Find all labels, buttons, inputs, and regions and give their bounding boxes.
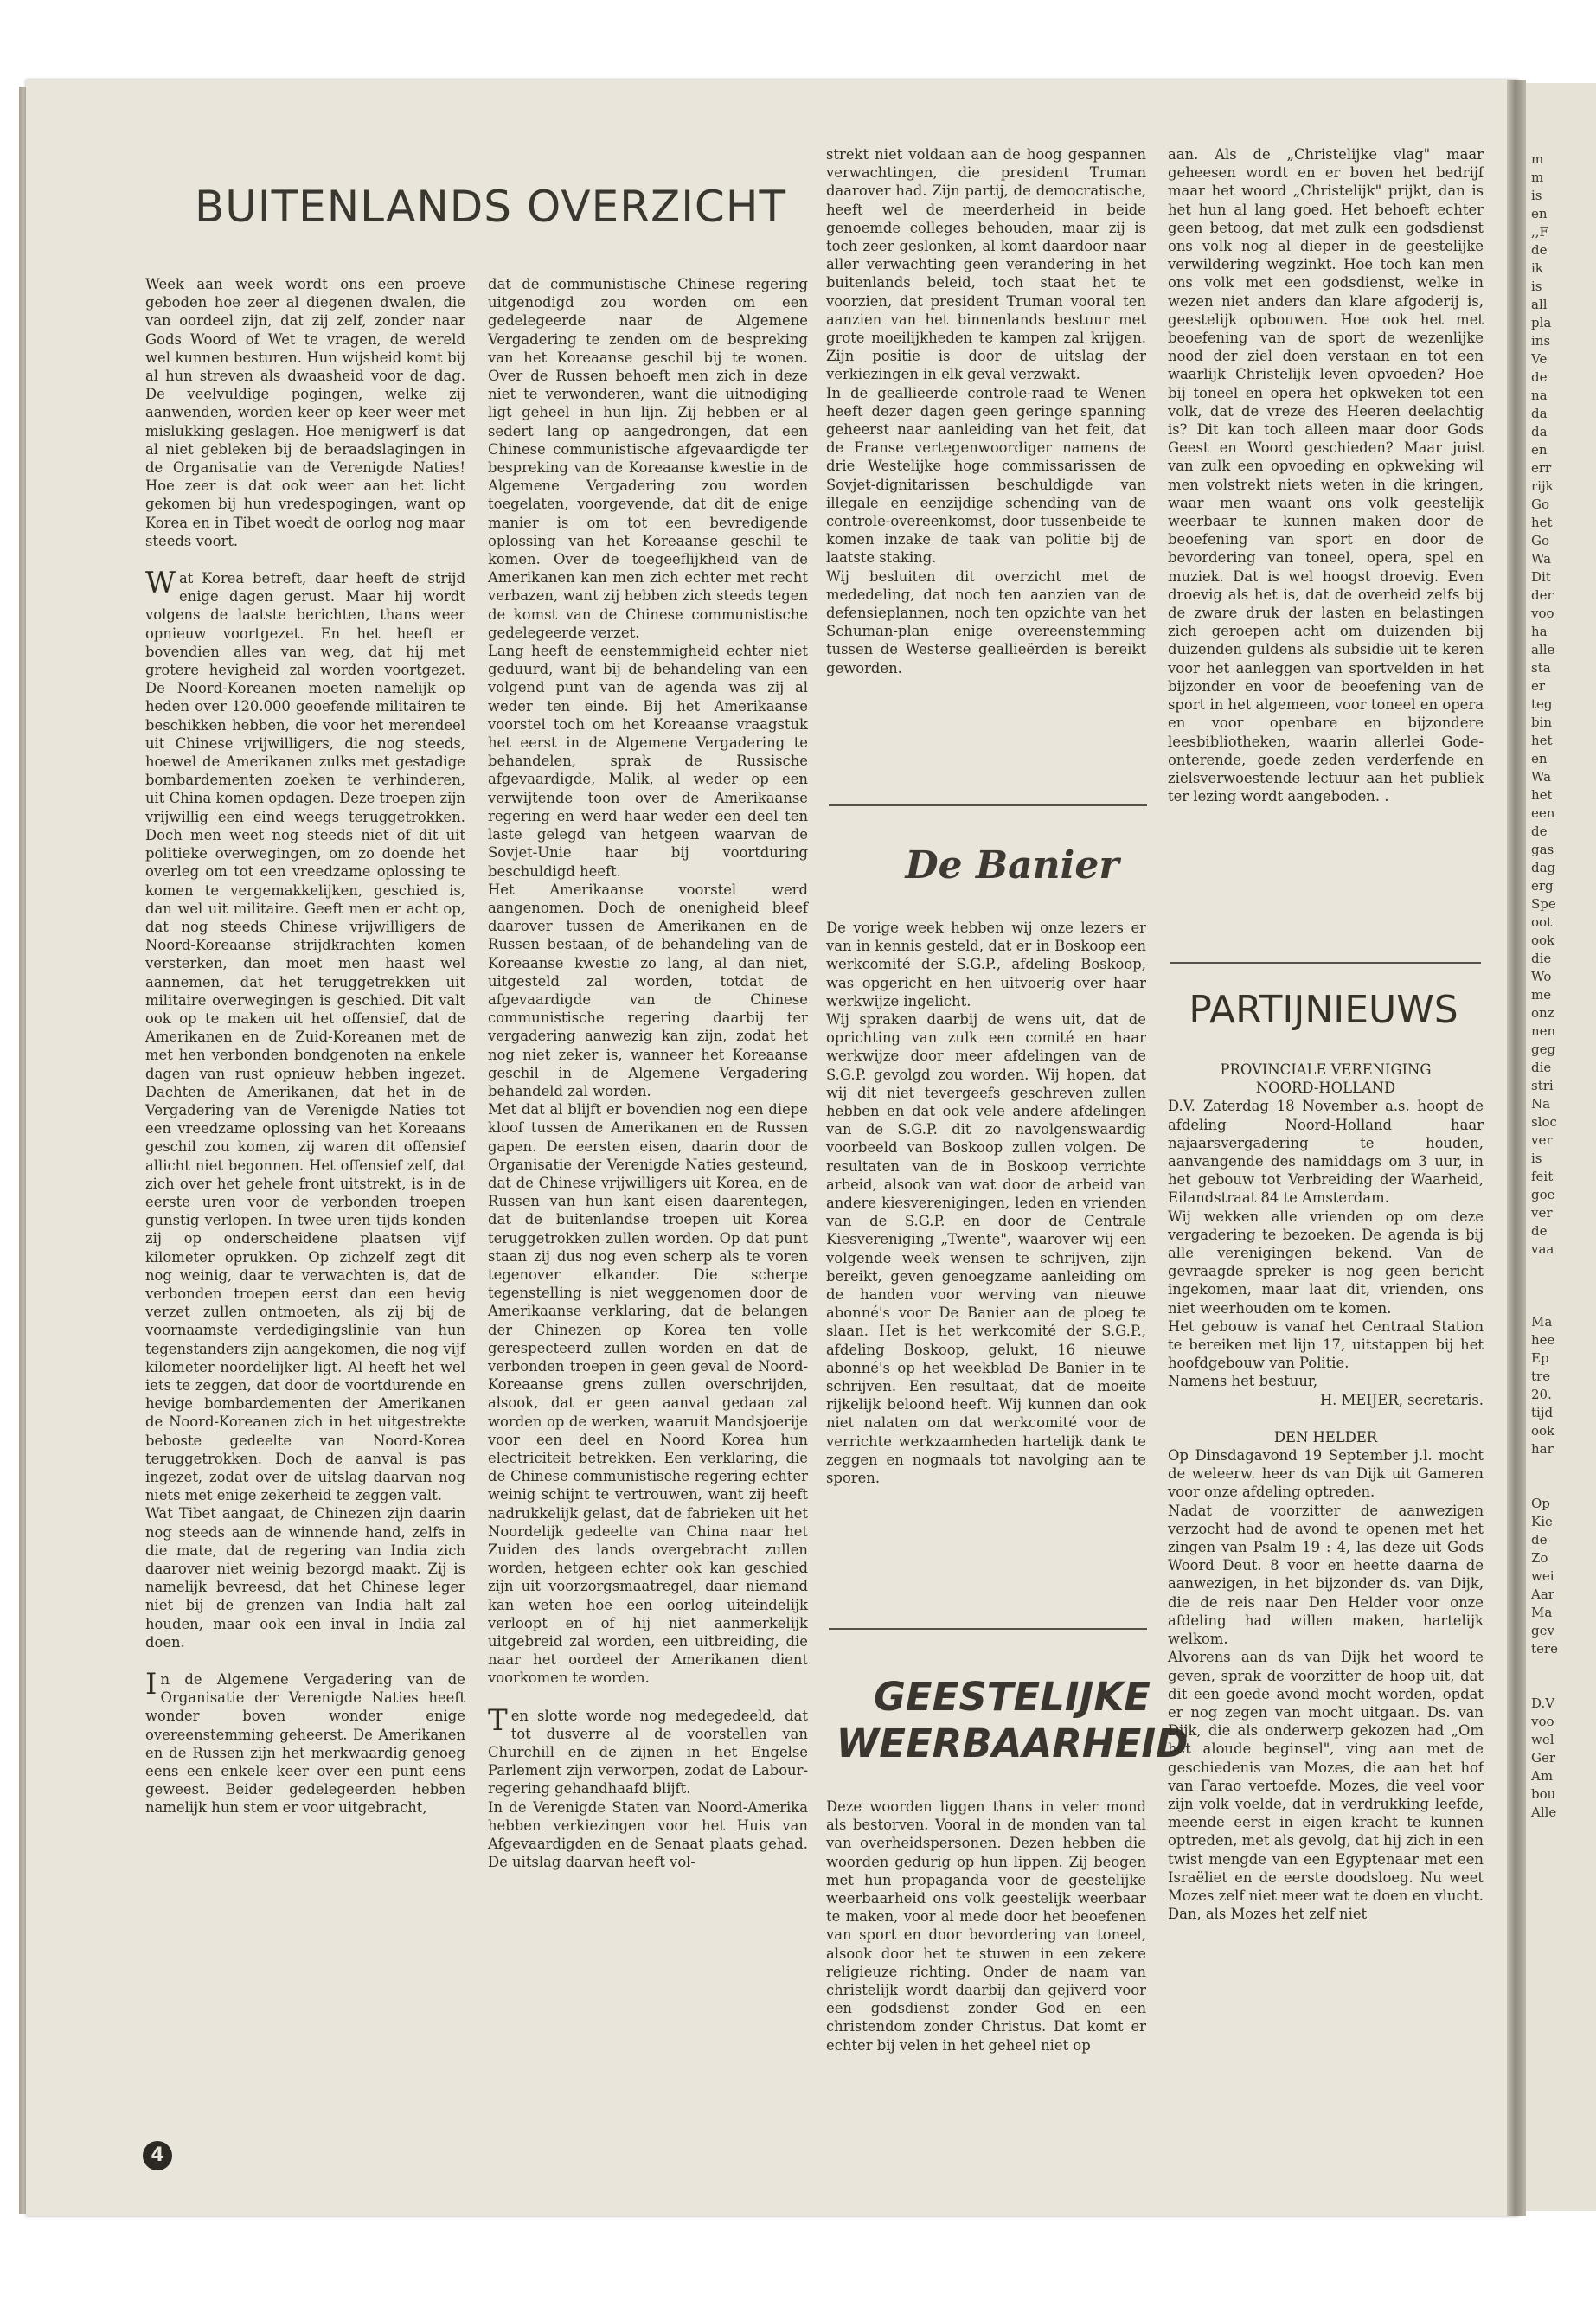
next-page-fragment: Zo — [1531, 1550, 1548, 1566]
article-paragraph: Wat Korea betreft, daar heeft de strijd enige dagen gerust. Maar hij wordt volgens de laatste berichten, thans weer opnieuw voortgezet. En het heeft er bovendien alles van weg, dat hij met grotere hevigheid zal worden voortgezet. De Noord-Koreanen moeten namelijk op heden over 120.000 geoefende militairen te beschikken hebben, die voor het merendeel uit Chinese vrijwilligers, die nog steeds, hoewel de Amerikanen zulks met gestadige bombardementen zoeken te verhinderen, uit China komen opdagen. Deze troepen zijn vrijwillig een eind weegs teruggetrokken. Doch men weet nog steeds niet of dit uit politieke overwegingen, om zo doende het overleg om tot een vreedzame oplossing te komen te vergemakkelijken, geschied is, dan wel uit militaire. Geeft men er acht op, dat nog steeds Chinese vrijwilligers de Noord-Koreaanse strijdkrachten komen versterken, dan moet men haast wel aannemen, dat het teruggetrekken uit militaire overwegingen is geschied. Dit valt ook op te maken uit het offensief, dat de Amerikanen en de Zuid-Koreanen met de met hen verbonden bondgenoten na enkele dagen van rust opnieuw hebben ingezet. Dachten de Amerikanen, dat het in de Vergadering van de Verenigde Naties tot een vreedzame oplossing van het Koreaans geschil zou komen, zij waren dit offensief allicht niet begonnen. Het offensief zelf, dat zich over het gehele front uitstrekt, is in de eerste uren voor de verbonden troepen gunstig verlopen. In twee uren tijds konden zij op onderscheidene plaatsen vijf kilometer oprukken. Op zichzelf zegt dit nog weinig, daar te verwachten is, dat de verbonden troepen eerst dan een hevig verzet zullen ontmoeten, als zij bij de voornaamste verdedigingslinie van hun tegenstanders zijn aangekomen, die nog vijf kilometer noordelijker ligt. Al heeft het wel iets te zeggen, dat door de voortdurende en hevige bombardementen der Amerikanen de Noord-Koreanen zich in het uitgestrekte beboste gedeelte van Noord-Korea teruggetrokken. Doch de aanval is pas ingezet, zodat over de uitslag daarvan nog niets met enige zekerheid te zeggen valt. — [145, 566, 465, 1504]
next-page-fragment — [1531, 1295, 1596, 1313]
column-1 — [145, 275, 465, 1817]
section-divider — [1170, 962, 1481, 964]
column-4-partijnieuws — [1168, 1061, 1484, 1923]
next-page-fragment: Wa — [1531, 769, 1552, 785]
next-page-fragment: de — [1531, 1532, 1548, 1548]
next-page-fragment: Dit — [1531, 569, 1551, 585]
next-page-fragment: een — [1531, 805, 1555, 821]
next-page-fragment: ik — [1531, 260, 1543, 276]
next-page-fragment — [1531, 1277, 1596, 1295]
section-divider — [829, 804, 1147, 806]
next-page-fragment: Spe — [1531, 896, 1556, 912]
next-page-fragment: wel — [1531, 1732, 1554, 1747]
next-page-fragment: Am — [1531, 1768, 1554, 1784]
next-page-fragment: voo — [1531, 606, 1554, 621]
article-paragraph: aan. Als de „Christelijke vlag" maar geheesen wordt en er boven het bedrijf maar het woord „Christelijk" prijkt, dan is het hun al lang goed. Het behoeft echter geen betoog, dat met zulk een godsdienst ons volk nog al dieper in de geestelijke verwildering wegzinkt. Hoe toch kan men ons volk met een godsdienst, welke in wezen niet anders dan klare afgoderij is, geestelijk opbouwen. Hoe ook het met beoefening van de sport de wezenlijke nood der ziel doen verstaan en tot een waarlijk Christelijk leven opvoeden? Hoe bij toneel en opera het opkweken tot een volk, dat de vreze des Heeren deelachtig is? Dit kan toch alleen maar door Gods Geest en Woord geschieden? Maar juist van zulk een opvoeding en opkweking wil men volstrekt niets weten in die kringen, waar men waant ons volk geestelijk weerbaar te kunnen maken door de beoefening van sport en door de bevordering van toneel, opera, spel en muziek. Dat is wel hoogst droevig. Even droevig als het is, dat de overheid zelfs bij de zware druk der lasten en belastingen zich geroepen acht om duizenden bij duizenden guldens als subsidie uit te keren voor het aanleggen van sportvelden in het bijzonder en voor de beoefening van de sport in het algemeen, voor toneel en opera en voor openbare en bijzondere leesbibliotheken, waarin allerlei Gode-onterende, goede zeden verderfende en zielsverwoestende lectuur aan het publiek ter lezing wordt aangeboden. . — [1168, 146, 1484, 805]
next-page-fragment: ook — [1531, 1423, 1555, 1439]
next-page-fragment — [1531, 1458, 1596, 1477]
next-page-fragment: teg — [1531, 696, 1553, 712]
article-paragraph: In de geallieerde controle-raad te Wenen heeft dezer dagen geen geringe spanning geheerst naar aanleiding van het feit, dat de Franse vertegenwoordiger namens de drie Westelijke hoge commissarissen de Sovjet-dignitarissen beschuldigde van illegale en eenzijdige schending van de controle-overeenkomst, door tussenbeide te komen inzake de taak van politie bij de laatste staking. — [826, 384, 1146, 567]
next-page-fragment: Alle — [1531, 1804, 1557, 1820]
article-paragraph: In de Algemene Vergadering van de Organisatie der Verenigde Naties heeft wonder boven wonder enige overeenstemming geheerst. De Amerikanen en de Russen zijn het merkwaardig genoeg eens een enkele keer over een punt eens geweest. Beider gedelegeerden hebben namelijk hun stem er voor uitgebracht, — [145, 1667, 465, 1817]
next-page-fragment: feit — [1531, 1169, 1554, 1184]
next-page-fragment: voo — [1531, 1714, 1554, 1729]
next-page-fragment: gas — [1531, 842, 1554, 857]
headline-buitenlands-overzicht: BUITENLANDS OVERZICHT — [195, 182, 786, 232]
next-page-fragment: Na — [1531, 1096, 1551, 1112]
next-page-fragment: het — [1531, 515, 1553, 530]
next-page-fragment: Ma — [1531, 1605, 1553, 1620]
next-page-fragment: Kie — [1531, 1514, 1553, 1529]
next-page-fragment: pla — [1531, 315, 1552, 330]
article-paragraph: De vorige week hebben wij onze lezers er van in kennis gesteld, dat er in Boskoop een werkcomité der S.G.P., afdeling Boskoop, was opgericht en hen uitvoerig over haar werkwijze ingelicht. — [826, 920, 1146, 1009]
next-page-fragment: wei — [1531, 1568, 1554, 1584]
next-page-fragment: Ep — [1531, 1350, 1549, 1366]
next-page-fragment: Wo — [1531, 969, 1552, 984]
next-page-fragment: Op — [1531, 1496, 1550, 1511]
column-3-top — [826, 145, 1146, 677]
article-paragraph: In de Verenigde Staten van Noord-Amerika hebben verkiezingen voor het Huis van Afgevaardigden en de Senaat plaats gehad. De uitslag daarvan heeft vol- — [488, 1798, 808, 1871]
next-page-fragment: stri — [1531, 1078, 1554, 1093]
article-paragraph: Wat Tibet aangaat, de Chinezen zijn daarin nog steeds aan de winnende hand, zelfs in die mate, dat de regering van India zich daarover niet weinig bezorgd maakt. Zij is namelijk bevreesd, dat het Chinese leger niet bij de grenzen van India halt zal houden, maar ook een inval in India zal doen. — [145, 1505, 465, 1650]
article-paragraph: Wij spraken daarbij de wens uit, dat de oprichting van zulk een comité en haar werkwijze door meer afdelingen van de S.G.P. gevolgd zou worden. Wij hopen, dat wij dit niet tevergeefs geschreven zullen hebben en dat ook vele andere afdelingen van de S.G.P. dit zo navolgenswaardig voorbeeld van Boskoop zullen volgen. De resultaten van de in Boskoop verrichte arbeid, alsook van wat door de arbeid van andere kiesverenigingen, leden en vrienden van de S.G.P. en door de Centrale Kiesvereniging „Twente", waarover wij een volgende week wensen te schrijven, zijn bereikt, geven genoegzame aanleiding om de handen voor werving van nieuwe abonné's voor De Banier aan de ploeg te slaan. Het is het werkcomité der S.G.P., afdeling Boskoop, gelukt, 16 nieuwe abonné's op het weekblad De Banier in te schrijven. Een resultaat, dat de moeite rijkelijk beloond heeft. Wij kunnen dan ook niet nalaten om dat werkcomité voor de verrichte werkzaamheden hartelijk dank te zeggen en nogmaals tot navolging aan te sporen. — [826, 1011, 1146, 1487]
next-page-fragment — [1531, 1658, 1596, 1676]
next-page-fragment: goe — [1531, 1187, 1555, 1202]
column-3-geestelijke — [826, 1798, 1146, 2054]
subheading-line: PROVINCIALE VERENIGING — [1220, 1061, 1432, 1078]
next-page-fragment: ook — [1531, 933, 1555, 948]
next-page-fragment: m — [1531, 170, 1544, 185]
next-page-fragment: is — [1531, 279, 1542, 294]
next-page-fragment: bin — [1531, 715, 1553, 730]
next-page-fragment: tre — [1531, 1368, 1551, 1384]
next-page-fragment: dag — [1531, 860, 1556, 875]
next-page-fragment: sta — [1531, 660, 1551, 676]
article-paragraph: dat de communistische Chinese regering uitgenodigd zou worden om een gedelegeerde naar de Algemene Vergadering te zenden om de bespreking van het Koreaanse geschil bij te wonen. Over de Russen behoeft men zich in deze niet te verwonderen, want die uitnodiging ligt geheel in hun lijn. Zij hebben er al sedert lang op aangedrongen, dat een Chinese communistische afgevaardigde ter bespreking van de Koreaanse kwestie in de Algemene Vergadering zou worden toegelaten, voorgevende, dat dit de enige manier is om tot een bevredigende oplossing van het Koreaanse geschil te komen. Over de toegeeflijkheid van de Amerikanen kan men zich echter met recht verbazen, want zij hebben zich steeds tegen de komst van de Chinese communistische gedelegeerde verzet. — [488, 276, 808, 641]
next-page-fragment: de — [1531, 824, 1548, 839]
next-page-fragment: en — [1531, 206, 1548, 221]
page-number: 4 — [143, 2141, 172, 2170]
subheading: DEN HELDER — [1273, 1428, 1378, 1445]
next-page-fragment: m — [1531, 151, 1544, 167]
next-page-fragment: het — [1531, 733, 1553, 748]
subheading-line: NOORD-HOLLAND — [1255, 1080, 1396, 1097]
next-page-fragment: der — [1531, 587, 1554, 603]
headline-line: WEERBAARHEID — [836, 1721, 1189, 1766]
next-page-fragment: alle — [1531, 642, 1555, 657]
next-page-fragment — [1531, 1259, 1596, 1277]
article-paragraph: Nadat de voorzitter de aanwezigen verzocht had de avond te openen met het zingen van Psalm 19 : 4, las deze uit Gods Woord Deut. 8 voor en heette daarna de aanwezigen, in het bijzonder ds. van Dijk, die de reis naar Den Helder voor onze afdeling had willen maken, hartelijk welkom. — [1168, 1502, 1484, 1648]
next-page-fragment: die — [1531, 951, 1552, 966]
headline-geestelijke-weerbaarheid — [826, 1674, 1198, 1767]
next-page-fragments — [1526, 83, 1596, 1822]
next-page-fragment: is — [1531, 188, 1542, 203]
article-paragraph: Week aan week wordt ons een proeve geboden hoe zeer al diegenen dwalen, die van oordeel zijn, dat zij zelf, zonder naar Gods Woord of Wet te vragen, de wereld wel kunnen besturen. Hun wijsheid komt bij al hun streven als dwaasheid voor de dag. De veelvuldige pogingen, welke zij aanwenden, worden keer op keer weer met mislukking geslagen. Hoe menigwerf is dat al niet gebleken bij de beraadslagingen in de Organisatie van de Verenigde Naties! Hoe zeer is dat ook weer aan het licht gekomen bij hun vredespogingen, want op Korea en in Tibet woedt de oorlog nog maar steeds voort. — [145, 276, 465, 549]
headline-de-banier: De Banier — [905, 843, 1119, 888]
binding-gutter — [1507, 80, 1526, 2216]
next-page-fragment: de — [1531, 242, 1548, 258]
next-page-fragment: onz — [1531, 1005, 1554, 1021]
next-page-fragment — [1531, 1676, 1596, 1695]
column-2 — [488, 275, 808, 1871]
section-divider — [829, 1628, 1147, 1630]
next-page-fragment: Go — [1531, 497, 1550, 512]
column-4-top — [1168, 145, 1484, 805]
next-page-fragment: da — [1531, 424, 1548, 439]
next-page-fragment: ,,F — [1531, 224, 1548, 240]
article-paragraph: strekt niet voldaan aan de hoog gespannen verwachtingen, die president Truman daarover had. Zijn partij, de democratische, heeft wel de meerderheid in beide genoemde colleges behouden, maar zij is toch zeer geslonken, al komt daardoor naar aller verwachting geen verandering in het buitenlands beleid, toch staat het te voorzien, dat president Truman vooral ten aanzien van het binnenlands bestuur met grote moeilijkheden te kampen zal krijgen. Zijn positie is door de uitslag der verkiezingen in elk geval verzwakt. — [826, 146, 1146, 383]
next-page-fragment: me — [1531, 987, 1552, 1003]
next-page-fragment: die — [1531, 1060, 1552, 1075]
next-page-fragment: is — [1531, 1150, 1542, 1166]
next-page-fragment: Ger — [1531, 1750, 1556, 1766]
next-page-fragment: sloc — [1531, 1114, 1557, 1130]
next-page-fragment: da — [1531, 406, 1548, 421]
next-page-fragment: ins — [1531, 333, 1551, 349]
article-paragraph: Ten slotte worde nog medegedeeld, dat tot dusverre al de voorstellen van Churchill en de zijnen in het Engelse Parlement zijn verworpen, zodat de Labour-regering gehandhaafd blijft. — [488, 1702, 808, 1798]
next-page-fragment: nen — [1531, 1023, 1556, 1039]
next-page-fragment: en — [1531, 751, 1548, 766]
article-paragraph: Wij wekken alle vrienden op om deze vergadering te bezoeken. De agenda is bij alle verenigingen bekend. Van de gevraagde spreker is nog geen bericht ingekomen, maar laat dit, vrienden, ons niet weerhouden om te komen. — [1168, 1208, 1484, 1317]
column-3-banier — [826, 919, 1146, 1487]
article-paragraph: D.V. Zaterdag 18 November a.s. hoopt de afdeling Noord-Holland haar najaarsvergadering te houden, aanvangende des namiddags om 3 uur, in het gebouw tot Verbreiding der Waarheid, Eilandstraat 84 te Amsterdam. — [1168, 1098, 1484, 1207]
next-page-fragment: Wa — [1531, 551, 1552, 567]
article-paragraph: Met dat al blijft er bovendien nog een diepe kloof tussen de Amerikanen en de Russen gapen. De eersten eisen, daarin door de Organisatie der Verenigde Naties gesteund, dat de Chinese vrijwilligers uit Korea, en de Russen van hun kant eisen daarentegen, dat de buitenlandse troepen uit Korea teruggetrokken zullen worden. Op dat punt staan zij dus nog even scherp als te voren tegenover elkander. Die scherpe tegenstelling is niet weggenomen door de Amerikaanse verklaring, dat de belangen der Chinezen op Korea ten volle gerespecteerd zullen worden en dat de verbonden troepen in geen geval de Noord-Koreaanse grens zullen overschrijden, alsook, dat er geen aanval gedaan zal worden op de werken, waaruit Mandsjoerije voor een deel en Noord Korea hun electriciteit betrekken. Een verklaring, die de Chinese communistische regering echter weinig schijnt te vertrouwen, want zij heeft nadrukkelijk gelast, dat de fabrieken uit het Noordelijk gedeelte van China naar het Zuiden des lands overgebracht zullen worden, hetgeen echter ook kan geschied zijn uit voorzorgsmaatregel, daar niemand kan weten hoe een oorlog uiteindelijk verloopt en of hij niet aanmerkelijk uitgebreid zal worden, een uitbreiding, die naar het oordeel der Amerikanen dient voorkomen te worden. — [488, 1101, 808, 1687]
next-page-fragment: oot — [1531, 914, 1553, 930]
article-paragraph: Deze woorden liggen thans in veler mond als bestorven. Vooral in de monden van tal van overheidspersonen. Dezen hebben die woorden gedurig op hun lippen. Zij beogen met hun propaganda voor de geestelijke weerbaarheid ons volk geestelijk weerbaar te maken, voor al mede door het beoefenen van sport en door bevordering van toneel, alsook door het te stuwen in een zekere religieuze richting. Onder de naam van christelijk wordt daarbij dan gejiverd voor een godsdienst zonder God en een christendom zonder Christus. Dat komt er echter bij velen in het geheel niet op — [826, 1798, 1146, 2054]
article-paragraph: Namens het bestuur, — [1168, 1373, 1318, 1390]
next-page-fragment: ver — [1531, 1132, 1553, 1148]
next-page-fragment: bou — [1531, 1786, 1556, 1802]
next-page-fragment: hee — [1531, 1332, 1555, 1348]
next-page-fragment: har — [1531, 1441, 1554, 1457]
next-page-fragment: na — [1531, 388, 1548, 403]
next-page-fragment: het — [1531, 787, 1553, 803]
next-page-fragment: erg — [1531, 878, 1554, 894]
next-page-fragment: Ma — [1531, 1314, 1553, 1330]
next-page-fragment: tere — [1531, 1641, 1558, 1657]
next-page-fragment: de — [1531, 369, 1548, 385]
article-paragraph: Op Dinsdagavond 19 September j.l. mocht de weleerw. heer ds van Dijk uit Gameren voor onze afdeling optreden. — [1168, 1447, 1484, 1501]
headline-partijnieuws: PARTIJNIEUWS — [1189, 988, 1458, 1032]
next-page-fragment: tijd — [1531, 1405, 1554, 1420]
next-page-fragment: ha — [1531, 624, 1548, 639]
next-page-fragment: gev — [1531, 1623, 1554, 1638]
next-page-fragment: geg — [1531, 1042, 1556, 1057]
next-page-fragment: de — [1531, 1223, 1548, 1239]
article-paragraph: Alvorens aan ds van Dijk het woord te geven, sprak de voorzitter de hoop uit, dat dit een goede avond mocht worden, opdat er nog zegen van mocht uitgaan. Ds. van Dijk, die als onderwerp gekozen had „Om het aloude beginsel", ving aan met de geschiedenis van Mozes, die aan het hof van Farao vertoefde. Mozes, die veel voor zijn volk voelde, dat in verdrukking leefde, meende eerst in eigen kracht te kunnen optreden, met als gevolg, dat hij zich in een twist mengde van een Egyptenaar met een Israëliet en de eerste doodsloeg. Nu weet Mozes zelf niet meer wat te doen en vlucht. Dan, als Mozes het zelf niet — [1168, 1649, 1484, 1923]
next-page-fragment: all — [1531, 297, 1548, 312]
article-paragraph: Wij besluiten dit overzicht met de mededeling, dat noch ten aanzien van de defensieplannen, noch ten opzichte van het Schuman-plan enige overeenstemming tussen de Westerse geallieërden is bereikt geworden. — [826, 567, 1146, 676]
article-paragraph: Lang heeft de eenstemmigheid echter niet geduurd, want bij de behandeling van een volgend punt van de agenda was zij al weder ten einde. Bij het Amerikaanse voorstel toch om het Koreaanse vraagstuk het eerst in de Algemene Vergadering te behandelen, sprak de Russische afgevaardigde, Malik, al weder op een verwijtende toon over de Amerikaanse regering en werd haar weder een deel ten laste gelegd van hetgeen waarvan de Sovjet-Unie haar bij voortduring beschuldigd heeft. — [488, 643, 808, 880]
article-paragraph: Het Amerikaanse voorstel werd aangenomen. Doch de onenigheid bleef daarover tussen de Amerikanen en de Russen bestaan, of de behandeling van de Koreaanse kwestie zo lang, al dan niet, uitgesteld zal worden, totdat de afgevaardigde van de Chinese communistische regering daarbij ter vergadering aanwezig kan zijn, zodat het nog niet zeker is, wanneer het Koreaanse geschil in de Algemene Vergadering behandeld zal worden. — [488, 881, 808, 1099]
next-page-fragment — [1531, 1477, 1596, 1495]
next-page-fragment: en — [1531, 442, 1548, 458]
next-page-fragment: er — [1531, 678, 1546, 694]
next-page-fragment: 20. — [1531, 1387, 1552, 1402]
headline-line: GEESTELIJKE — [873, 1674, 1151, 1720]
next-page-fragment: Go — [1531, 533, 1550, 548]
signature: H. MEIJER, secretaris. — [1319, 1391, 1484, 1408]
next-page-fragment: rijk — [1531, 478, 1554, 494]
next-page-fragment: Aar — [1531, 1586, 1554, 1602]
article-paragraph: Het gebouw is vanaf het Centraal Station te bereiken met lijn 17, uitstappen bij het hoofdgebouw van Politie. — [1168, 1317, 1484, 1372]
next-page-fragment: ver — [1531, 1205, 1553, 1221]
subheading — [1168, 1061, 1484, 1097]
next-page-fragment: err — [1531, 460, 1552, 476]
next-page-fragment: D.V — [1531, 1695, 1555, 1711]
next-page-fragment: vaa — [1531, 1241, 1554, 1257]
next-page-fragment: Ve — [1531, 351, 1548, 367]
next-page-edge — [1526, 83, 1596, 2211]
